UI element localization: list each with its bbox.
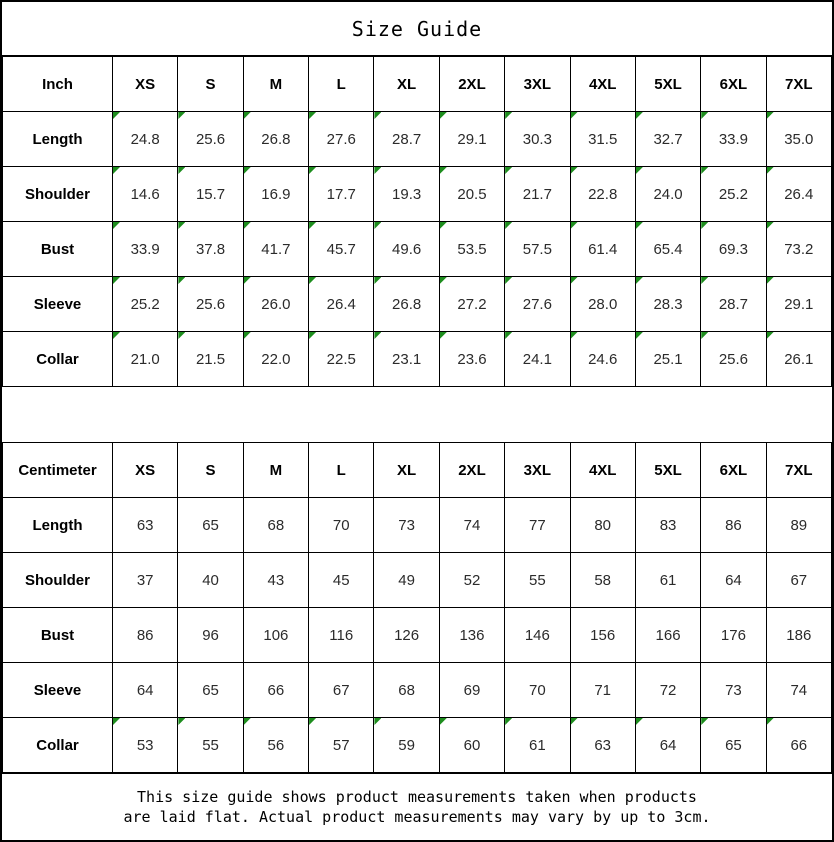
green-triangle-icon xyxy=(374,167,381,174)
size-header-cell: 6XL xyxy=(701,443,766,498)
size-header-cell: 7XL xyxy=(766,443,831,498)
measurement-value-cell: 71 xyxy=(570,663,635,718)
measurement-value-cell: 61.4 xyxy=(570,222,635,277)
measurement-value-cell: 45.7 xyxy=(309,222,374,277)
size-header-cell: S xyxy=(178,443,243,498)
footer-note-line-1: This size guide shows product measurements taken when products xyxy=(137,788,697,806)
measurement-value-cell: 60 xyxy=(439,718,504,773)
green-triangle-icon xyxy=(440,718,447,725)
measurement-value-cell: 26.8 xyxy=(374,277,439,332)
green-triangle-icon xyxy=(571,277,578,284)
green-triangle-icon xyxy=(636,332,643,339)
green-triangle-icon xyxy=(571,222,578,229)
measurement-value-cell: 24.8 xyxy=(113,112,178,167)
measurement-row xyxy=(3,222,832,277)
green-triangle-icon xyxy=(178,277,185,284)
measurement-value-cell: 65 xyxy=(178,663,243,718)
measurement-value-cell: 136 xyxy=(439,608,504,663)
green-triangle-icon xyxy=(374,332,381,339)
measurement-value-cell: 57 xyxy=(309,718,374,773)
green-triangle-icon xyxy=(309,277,316,284)
green-triangle-icon xyxy=(701,332,708,339)
measurement-value-cell: 146 xyxy=(505,608,570,663)
green-triangle-icon xyxy=(374,277,381,284)
green-triangle-icon xyxy=(571,718,578,725)
measurement-value-cell: 16.9 xyxy=(243,167,308,222)
measurement-value-cell: 25.6 xyxy=(178,277,243,332)
green-triangle-icon xyxy=(113,112,120,119)
measurement-value-cell: 22.5 xyxy=(309,332,374,387)
green-triangle-icon xyxy=(505,277,512,284)
measurement-value-cell: 73 xyxy=(701,663,766,718)
green-triangle-icon xyxy=(309,332,316,339)
measurement-value-cell: 61 xyxy=(635,553,700,608)
green-triangle-icon xyxy=(113,167,120,174)
size-header-cell: 4XL xyxy=(570,57,635,112)
measurement-value-cell: 15.7 xyxy=(178,167,243,222)
row-label-cell: Collar xyxy=(3,332,113,387)
green-triangle-icon xyxy=(440,112,447,119)
measurement-row xyxy=(3,608,832,663)
measurement-value-cell: 33.9 xyxy=(113,222,178,277)
green-triangle-icon xyxy=(374,112,381,119)
green-triangle-icon xyxy=(571,112,578,119)
measurement-value-cell: 126 xyxy=(374,608,439,663)
green-triangle-icon xyxy=(113,718,120,725)
measurement-row xyxy=(3,277,832,332)
measurement-value-cell: 83 xyxy=(635,498,700,553)
measurement-value-cell: 116 xyxy=(309,608,374,663)
size-header-cell: XL xyxy=(374,57,439,112)
measurement-value-cell: 67 xyxy=(309,663,374,718)
footer-note xyxy=(2,773,832,840)
green-triangle-icon xyxy=(244,167,251,174)
measurement-value-cell: 73 xyxy=(374,498,439,553)
measurement-value-cell: 26.0 xyxy=(243,277,308,332)
measurement-value-cell: 45 xyxy=(309,553,374,608)
green-triangle-icon xyxy=(309,112,316,119)
measurement-value-cell: 74 xyxy=(439,498,504,553)
measurement-value-cell: 55 xyxy=(178,718,243,773)
green-triangle-icon xyxy=(309,167,316,174)
measurement-value-cell: 67 xyxy=(766,553,831,608)
measurement-value-cell: 77 xyxy=(505,498,570,553)
measurement-value-cell: 25.6 xyxy=(178,112,243,167)
green-triangle-icon xyxy=(636,112,643,119)
measurement-row xyxy=(3,553,832,608)
green-triangle-icon xyxy=(636,222,643,229)
green-triangle-icon xyxy=(571,332,578,339)
size-header-cell: M xyxy=(243,443,308,498)
measurement-value-cell: 26.8 xyxy=(243,112,308,167)
size-header-row xyxy=(3,57,832,112)
measurement-value-cell: 25.1 xyxy=(635,332,700,387)
green-triangle-icon xyxy=(178,167,185,174)
green-triangle-icon xyxy=(636,167,643,174)
measurement-value-cell: 43 xyxy=(243,553,308,608)
green-triangle-icon xyxy=(571,167,578,174)
measurement-value-cell: 22.0 xyxy=(243,332,308,387)
measurement-value-cell: 24.0 xyxy=(635,167,700,222)
size-header-cell: 5XL xyxy=(635,443,700,498)
inch-size-table-body xyxy=(3,57,832,387)
green-triangle-icon xyxy=(701,222,708,229)
measurement-value-cell: 24.6 xyxy=(570,332,635,387)
size-header-cell: 7XL xyxy=(766,57,831,112)
measurement-value-cell: 23.1 xyxy=(374,332,439,387)
measurement-value-cell: 86 xyxy=(113,608,178,663)
measurement-value-cell: 52 xyxy=(439,553,504,608)
measurement-value-cell: 58 xyxy=(570,553,635,608)
measurement-row xyxy=(3,167,832,222)
green-triangle-icon xyxy=(767,112,774,119)
unit-label-cell: Inch xyxy=(3,57,113,112)
size-header-cell: 2XL xyxy=(439,57,504,112)
measurement-value-cell: 37.8 xyxy=(178,222,243,277)
measurement-value-cell: 64 xyxy=(701,553,766,608)
measurement-value-cell: 33.9 xyxy=(701,112,766,167)
green-triangle-icon xyxy=(701,112,708,119)
measurement-value-cell: 19.3 xyxy=(374,167,439,222)
measurement-value-cell: 27.6 xyxy=(309,112,374,167)
green-triangle-icon xyxy=(244,112,251,119)
size-header-cell: 6XL xyxy=(701,57,766,112)
size-header-cell: L xyxy=(309,443,374,498)
measurement-value-cell: 55 xyxy=(505,553,570,608)
measurement-value-cell: 74 xyxy=(766,663,831,718)
measurement-row xyxy=(3,112,832,167)
measurement-value-cell: 53.5 xyxy=(439,222,504,277)
green-triangle-icon xyxy=(178,332,185,339)
size-header-row xyxy=(3,443,832,498)
measurement-value-cell: 70 xyxy=(309,498,374,553)
measurement-value-cell: 14.6 xyxy=(113,167,178,222)
green-triangle-icon xyxy=(244,222,251,229)
green-triangle-icon xyxy=(505,718,512,725)
measurement-value-cell: 27.2 xyxy=(439,277,504,332)
measurement-row xyxy=(3,332,832,387)
measurement-value-cell: 23.6 xyxy=(439,332,504,387)
green-triangle-icon xyxy=(178,718,185,725)
measurement-value-cell: 28.7 xyxy=(701,277,766,332)
measurement-value-cell: 176 xyxy=(701,608,766,663)
size-header-cell: 3XL xyxy=(505,443,570,498)
green-triangle-icon xyxy=(309,718,316,725)
size-header-cell: XS xyxy=(113,57,178,112)
green-triangle-icon xyxy=(767,167,774,174)
green-triangle-icon xyxy=(636,277,643,284)
green-triangle-icon xyxy=(244,332,251,339)
measurement-value-cell: 68 xyxy=(374,663,439,718)
row-label-cell: Bust xyxy=(3,222,113,277)
table-spacer xyxy=(2,387,832,442)
green-triangle-icon xyxy=(309,222,316,229)
measurement-value-cell: 69 xyxy=(439,663,504,718)
green-triangle-icon xyxy=(113,277,120,284)
green-triangle-icon xyxy=(374,718,381,725)
measurement-value-cell: 21.7 xyxy=(505,167,570,222)
measurement-value-cell: 73.2 xyxy=(766,222,831,277)
measurement-value-cell: 64 xyxy=(635,718,700,773)
green-triangle-icon xyxy=(767,332,774,339)
measurement-value-cell: 37 xyxy=(113,553,178,608)
measurement-value-cell: 40 xyxy=(178,553,243,608)
measurement-value-cell: 20.5 xyxy=(439,167,504,222)
measurement-value-cell: 80 xyxy=(570,498,635,553)
measurement-value-cell: 21.5 xyxy=(178,332,243,387)
size-header-cell: 4XL xyxy=(570,443,635,498)
row-label-cell: Length xyxy=(3,112,113,167)
row-label-cell: Shoulder xyxy=(3,553,113,608)
measurement-value-cell: 86 xyxy=(701,498,766,553)
measurement-value-cell: 35.0 xyxy=(766,112,831,167)
green-triangle-icon xyxy=(440,277,447,284)
measurement-value-cell: 89 xyxy=(766,498,831,553)
row-label-cell: Length xyxy=(3,498,113,553)
measurement-value-cell: 25.6 xyxy=(701,332,766,387)
measurement-value-cell: 65 xyxy=(701,718,766,773)
green-triangle-icon xyxy=(505,112,512,119)
row-label-cell: Shoulder xyxy=(3,167,113,222)
green-triangle-icon xyxy=(701,277,708,284)
size-header-cell: 5XL xyxy=(635,57,700,112)
measurement-value-cell: 28.7 xyxy=(374,112,439,167)
size-header-cell: M xyxy=(243,57,308,112)
size-header-cell: L xyxy=(309,57,374,112)
green-triangle-icon xyxy=(701,167,708,174)
centimeter-size-table xyxy=(2,442,832,773)
size-header-cell: XL xyxy=(374,443,439,498)
green-triangle-icon xyxy=(244,277,251,284)
green-triangle-icon xyxy=(767,222,774,229)
measurement-value-cell: 25.2 xyxy=(701,167,766,222)
measurement-value-cell: 28.3 xyxy=(635,277,700,332)
measurement-value-cell: 41.7 xyxy=(243,222,308,277)
measurement-row xyxy=(3,498,832,553)
size-header-cell: XS xyxy=(113,443,178,498)
size-header-cell: 3XL xyxy=(505,57,570,112)
green-triangle-icon xyxy=(178,222,185,229)
green-triangle-icon xyxy=(505,222,512,229)
green-triangle-icon xyxy=(636,718,643,725)
size-header-cell: 2XL xyxy=(439,443,504,498)
measurement-value-cell: 25.2 xyxy=(113,277,178,332)
green-triangle-icon xyxy=(440,332,447,339)
measurement-value-cell: 166 xyxy=(635,608,700,663)
measurement-value-cell: 24.1 xyxy=(505,332,570,387)
green-triangle-icon xyxy=(505,332,512,339)
green-triangle-icon xyxy=(113,222,120,229)
measurement-value-cell: 26.4 xyxy=(309,277,374,332)
row-label-cell: Sleeve xyxy=(3,663,113,718)
measurement-value-cell: 61 xyxy=(505,718,570,773)
green-triangle-icon xyxy=(440,222,447,229)
green-triangle-icon xyxy=(113,332,120,339)
measurement-value-cell: 26.1 xyxy=(766,332,831,387)
measurement-value-cell: 26.4 xyxy=(766,167,831,222)
measurement-value-cell: 64 xyxy=(113,663,178,718)
green-triangle-icon xyxy=(505,167,512,174)
measurement-value-cell: 27.6 xyxy=(505,277,570,332)
inch-size-table xyxy=(2,56,832,387)
measurement-value-cell: 22.8 xyxy=(570,167,635,222)
measurement-value-cell: 53 xyxy=(113,718,178,773)
measurement-value-cell: 69.3 xyxy=(701,222,766,277)
measurement-row xyxy=(3,663,832,718)
green-triangle-icon xyxy=(701,718,708,725)
measurement-row xyxy=(3,718,832,773)
measurement-value-cell: 96 xyxy=(178,608,243,663)
measurement-value-cell: 63 xyxy=(570,718,635,773)
green-triangle-icon xyxy=(767,718,774,725)
measurement-value-cell: 63 xyxy=(113,498,178,553)
size-header-cell: S xyxy=(178,57,243,112)
measurement-value-cell: 56 xyxy=(243,718,308,773)
measurement-value-cell: 30.3 xyxy=(505,112,570,167)
measurement-value-cell: 65.4 xyxy=(635,222,700,277)
measurement-value-cell: 65 xyxy=(178,498,243,553)
measurement-value-cell: 29.1 xyxy=(439,112,504,167)
measurement-value-cell: 32.7 xyxy=(635,112,700,167)
measurement-value-cell: 21.0 xyxy=(113,332,178,387)
measurement-value-cell: 17.7 xyxy=(309,167,374,222)
measurement-value-cell: 57.5 xyxy=(505,222,570,277)
measurement-value-cell: 59 xyxy=(374,718,439,773)
green-triangle-icon xyxy=(178,112,185,119)
row-label-cell: Collar xyxy=(3,718,113,773)
measurement-value-cell: 49.6 xyxy=(374,222,439,277)
measurement-value-cell: 70 xyxy=(505,663,570,718)
measurement-value-cell: 28.0 xyxy=(570,277,635,332)
measurement-value-cell: 68 xyxy=(243,498,308,553)
unit-label-cell: Centimeter xyxy=(3,443,113,498)
measurement-value-cell: 72 xyxy=(635,663,700,718)
measurement-value-cell: 186 xyxy=(766,608,831,663)
green-triangle-icon xyxy=(374,222,381,229)
green-triangle-icon xyxy=(767,277,774,284)
page-title: Size Guide xyxy=(2,2,832,56)
row-label-cell: Bust xyxy=(3,608,113,663)
measurement-value-cell: 66 xyxy=(766,718,831,773)
green-triangle-icon xyxy=(440,167,447,174)
measurement-value-cell: 66 xyxy=(243,663,308,718)
measurement-value-cell: 156 xyxy=(570,608,635,663)
row-label-cell: Sleeve xyxy=(3,277,113,332)
measurement-value-cell: 49 xyxy=(374,553,439,608)
green-triangle-icon xyxy=(244,718,251,725)
centimeter-size-table-body xyxy=(3,443,832,773)
measurement-value-cell: 106 xyxy=(243,608,308,663)
measurement-value-cell: 29.1 xyxy=(766,277,831,332)
footer-note-line-2: are laid flat. Actual product measurements may vary by up to 3cm. xyxy=(123,808,711,826)
measurement-value-cell: 31.5 xyxy=(570,112,635,167)
